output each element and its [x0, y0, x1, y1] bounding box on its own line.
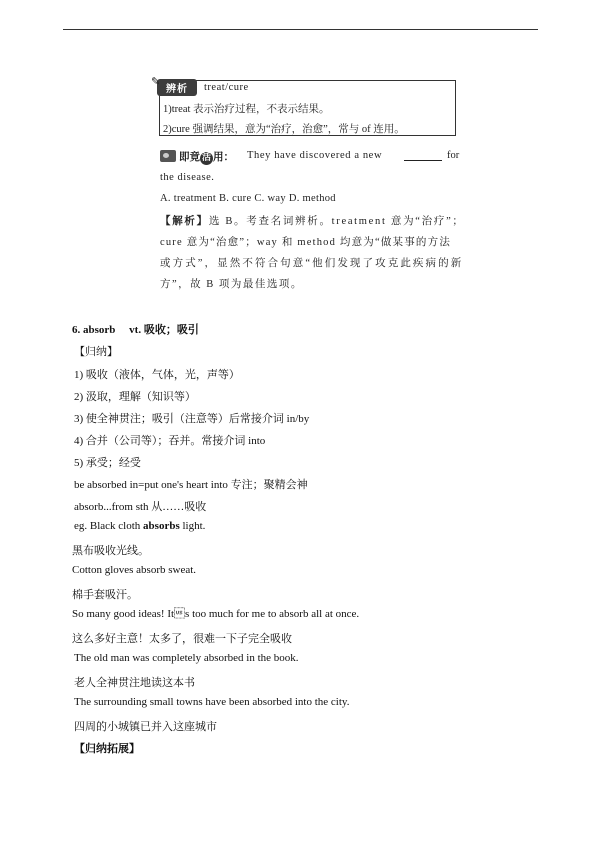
part-of-speech: vt. 吸收；吸引	[129, 324, 199, 336]
explanation-line: cure 意为“治愈”；way 和 method 均意为“做某事的方法	[160, 237, 452, 248]
analysis-box	[151, 75, 456, 136]
analysis-tag: ✎ 辨析	[157, 79, 197, 96]
meaning-item: 1) 吸收（液体，气体，光，声等）	[74, 369, 240, 381]
example-sentence: So many good ideas! It s too much for me to absorb all at once.	[72, 608, 360, 620]
summary-label: 【归纳】	[74, 346, 118, 358]
analysis-line: 1)treat 表示治疗过程，不表示结果。	[163, 104, 330, 115]
example-translation: 黑布吸收光线。	[72, 545, 149, 557]
answer-options: A. treatment B. cure C. way D. method	[160, 193, 336, 204]
entry-heading	[72, 321, 199, 337]
example-sentence: eg. Black cloth absorbs light.	[74, 520, 206, 532]
analysis-title: treat/cure	[204, 82, 249, 93]
meaning-item: 3) 使全神贯注；吸引（注意等）后常接介词 in/by	[74, 413, 310, 425]
meaning-item: 5) 承受；经受	[74, 457, 141, 469]
example-sentence: The old man was completely absorbed in the book.	[74, 652, 299, 664]
headword: 6. absorb	[72, 324, 116, 336]
example-translation: 这么多好主意！太多了，很难一下子完全吸收	[72, 633, 292, 645]
example-sentence: Cotton gloves absorb sweat.	[72, 564, 197, 576]
phrase: be absorbed in=put one's heart into 专注；聚精会神	[74, 479, 308, 491]
question-continuation: the disease.	[160, 172, 215, 183]
meaning-item: 4) 合并（公司等）；吞并。常接介词 into	[74, 435, 266, 447]
example-translation: 老人全神贯注地读这本书	[74, 677, 195, 689]
explanation: 【解析】选 B。考查名词辨析。treatment 意为“治疗”； cure 意为“治愈”；way 和 method 均意为“做某事的方法 或方式”，显然不符合句意“他们发现了攻克此疾病的新 方”，故 B 项为最佳选项。	[160, 211, 462, 295]
question-text-end: for	[447, 150, 460, 161]
explanation-line: 方”，故 B 项为最佳选项。	[160, 279, 303, 290]
phrase: absorb...from sth 从……吸收	[74, 501, 207, 513]
analysis-line: 2)cure 强调结果，意为“治疗，治愈”，常与 of 连用。	[163, 124, 405, 135]
meaning-item: 2) 汲取，理解（知识等）	[74, 391, 196, 403]
example-translation: 棉手套吸汗。	[72, 589, 138, 601]
question-text: They have discovered a new	[247, 150, 383, 161]
example-sentence: The surrounding small towns have been absorbed into the city.	[74, 696, 350, 708]
book-icon	[160, 150, 176, 162]
extension-label: 【归纳拓展】	[74, 743, 140, 755]
answer-blank	[404, 160, 442, 161]
header-rule	[63, 29, 538, 30]
practice-tag: 即竟 活 用：	[179, 151, 234, 163]
example-translation: 四周的小城镇已并入这座城市	[74, 721, 217, 733]
explanation-label: 【解析】	[160, 216, 209, 227]
explanation-line: 或方式”，显然不符合句意“他们发现了攻克此疾病的新	[160, 258, 464, 269]
practice-question	[160, 150, 462, 166]
pen-icon: ✎	[151, 75, 162, 88]
